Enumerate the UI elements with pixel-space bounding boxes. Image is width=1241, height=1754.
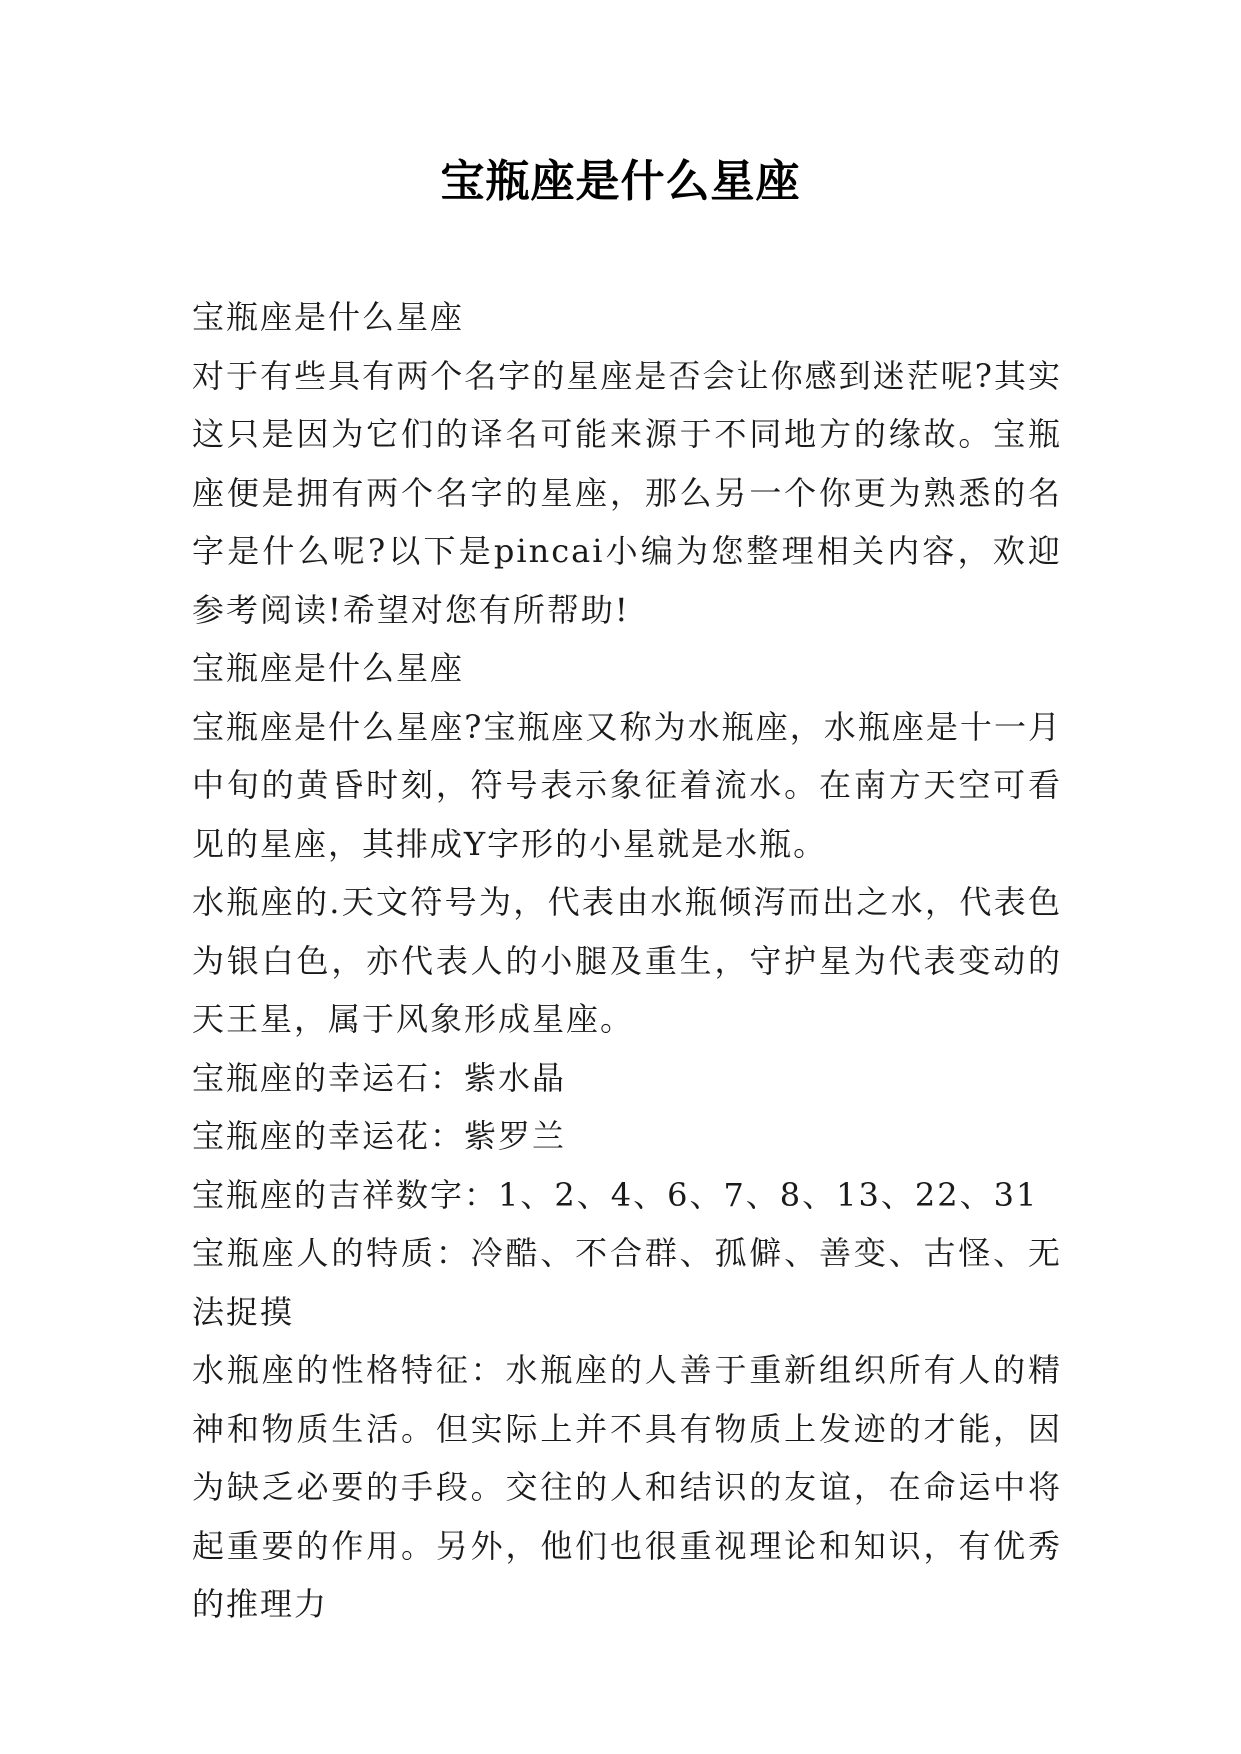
paragraph-personality: 水瓶座的性格特征：水瓶座的人善于重新组织所有人的精神和物质生活。但实际上并不具有物质上发迹的才能，因为缺乏必要的手段。交往的人和结识的友谊，在命运中将起重要的作用。另外，他们也很重视理论和知识，有优秀的推理力 bbox=[192, 1351, 1062, 1623]
paragraph-heading-1: 宝瓶座是什么星座 bbox=[192, 298, 465, 336]
paragraph-intro: 对于有些具有两个名字的星座是否会让你感到迷茫呢?其实这只是因为它们的译名可能来源于不同地方的缘故。宝瓶座便是拥有两个名字的星座，那么另一个你更为熟悉的名字是什么呢?以下是pincai小编为您整理相关内容，欢迎参考阅读!希望对您有所帮助! bbox=[192, 356, 1062, 629]
paragraph-heading-2: 宝瓶座是什么星座 bbox=[192, 649, 465, 687]
paragraph-symbol: 水瓶座的.天文符号为，代表由水瓶倾泻而出之水，代表色为银白色，亦代表人的小腿及重生，守护星为代表变动的天王星，属于风象形成星座。 bbox=[192, 883, 1062, 1038]
document-body bbox=[192, 288, 1062, 1634]
paragraph-definition: 宝瓶座是什么星座?宝瓶座又称为水瓶座，水瓶座是十一月中旬的黄昏时刻，符号表示象征着流水。在南方天空可看见的星座，其排成Y字形的小星就是水瓶。 bbox=[192, 707, 1062, 863]
paragraph-lucky-stone: 宝瓶座的幸运石：紫水晶 bbox=[192, 1058, 567, 1097]
paragraph-traits: 宝瓶座人的特质：冷酷、不合群、孤僻、善变、古怪、无法捉摸 bbox=[192, 1234, 1062, 1331]
paragraph-lucky-numbers: 宝瓶座的吉祥数字：1、2、4、6、7、8、13、22、31 bbox=[192, 1175, 1039, 1214]
paragraph-lucky-flower: 宝瓶座的幸运花：紫罗兰 bbox=[192, 1117, 567, 1155]
document-title: 宝瓶座是什么星座 bbox=[440, 156, 801, 207]
